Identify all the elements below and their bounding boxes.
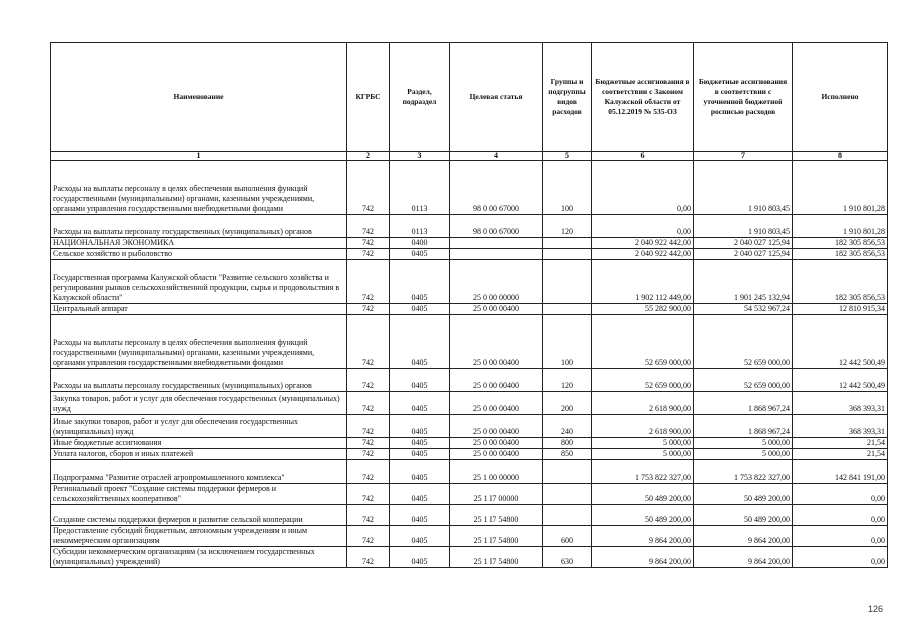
cell-refined: 54 532 967,24 <box>694 304 793 315</box>
col-header-executed: Исполнено <box>793 43 888 152</box>
table-row <box>51 304 888 315</box>
cell-name: Расходы на выплаты персоналу государственных (муниципальных) органов <box>51 215 347 238</box>
cell-executed: 142 841 191,00 <box>793 460 888 484</box>
cell-law: 9 864 200,00 <box>592 547 694 568</box>
cell-refined: 5 000,00 <box>694 449 793 460</box>
table-body <box>51 161 888 568</box>
cell-name: Иные закупки товаров, работ и услуг для обеспечения государственных (муниципальных) нужд <box>51 415 347 438</box>
cell-executed: 12 442 500,49 <box>793 315 888 369</box>
cell-refined: 50 489 200,00 <box>694 505 793 526</box>
col-header-target: Целевая статья <box>450 43 543 152</box>
cell-law: 0,00 <box>592 215 694 238</box>
cell-name: Подпрограмма "Развитие отраслей агропромышленного комплекса" <box>51 460 347 484</box>
cell-law: 2 618 900,00 <box>592 392 694 415</box>
column-number: 3 <box>390 152 450 161</box>
column-number: 1 <box>51 152 347 161</box>
cell-executed: 21,54 <box>793 449 888 460</box>
cell-executed: 12 442 500,49 <box>793 369 888 392</box>
cell-executed: 182 305 856,53 <box>793 260 888 304</box>
cell-refined: 1 910 803,45 <box>694 215 793 238</box>
table-row <box>51 215 888 238</box>
cell-executed: 0,00 <box>793 484 888 505</box>
cell-razdel: 0405 <box>390 547 450 568</box>
cell-name: Уплата налогов, сборов и иных платежей <box>51 449 347 460</box>
column-number: 2 <box>347 152 390 161</box>
cell-executed: 0,00 <box>793 505 888 526</box>
cell-kgrbs: 742 <box>347 238 390 249</box>
cell-group <box>543 249 592 260</box>
cell-group <box>543 238 592 249</box>
cell-law: 0,00 <box>592 161 694 215</box>
column-number: 7 <box>694 152 793 161</box>
header-row <box>51 43 888 152</box>
cell-target: 25 1 I7 00000 <box>450 484 543 505</box>
col-header-name: Наименование <box>51 43 347 152</box>
cell-refined: 9 864 200,00 <box>694 526 793 547</box>
col-header-kgrbs: КГРБС <box>347 43 390 152</box>
table-row <box>51 161 888 215</box>
cell-group: 850 <box>543 449 592 460</box>
col-header-law: Бюджетные ассигнования в соответствии с Законом Калужской области от 05.12.2019 № 535-ОЗ <box>592 43 694 152</box>
column-number: 4 <box>450 152 543 161</box>
cell-kgrbs: 742 <box>347 460 390 484</box>
cell-razdel: 0405 <box>390 505 450 526</box>
cell-razdel: 0400 <box>390 238 450 249</box>
cell-kgrbs: 742 <box>347 438 390 449</box>
cell-group: 100 <box>543 161 592 215</box>
cell-razdel: 0405 <box>390 249 450 260</box>
cell-target: 25 0 00 00400 <box>450 449 543 460</box>
cell-law: 5 000,00 <box>592 449 694 460</box>
cell-razdel: 0405 <box>390 392 450 415</box>
cell-razdel: 0405 <box>390 438 450 449</box>
table-row <box>51 484 888 505</box>
cell-target: 25 0 00 00000 <box>450 260 543 304</box>
column-number: 6 <box>592 152 694 161</box>
cell-law: 50 489 200,00 <box>592 505 694 526</box>
cell-executed: 368 393,31 <box>793 415 888 438</box>
cell-group <box>543 260 592 304</box>
cell-name: Расходы на выплаты персоналу в целях обеспечения выполнения функций государственными (муниципальными) органами, казенными учреждениями, органами управления государственными внебюджетными фондами <box>51 161 347 215</box>
cell-target: 98 0 00 67000 <box>450 161 543 215</box>
cell-name: Закупка товаров, работ и услуг для обеспечения государственных (муниципальных) нужд <box>51 392 347 415</box>
cell-kgrbs: 742 <box>347 369 390 392</box>
cell-group <box>543 460 592 484</box>
cell-law: 2 618 900,00 <box>592 415 694 438</box>
cell-razdel: 0405 <box>390 304 450 315</box>
cell-refined: 1 910 803,45 <box>694 161 793 215</box>
cell-law: 52 659 000,00 <box>592 369 694 392</box>
table-row <box>51 438 888 449</box>
cell-refined: 2 040 027 125,94 <box>694 249 793 260</box>
cell-kgrbs: 742 <box>347 484 390 505</box>
cell-executed: 0,00 <box>793 547 888 568</box>
cell-kgrbs: 742 <box>347 449 390 460</box>
cell-refined: 52 659 000,00 <box>694 315 793 369</box>
cell-group: 120 <box>543 215 592 238</box>
cell-kgrbs: 742 <box>347 526 390 547</box>
cell-group: 100 <box>543 315 592 369</box>
cell-refined: 9 864 200,00 <box>694 547 793 568</box>
cell-refined: 1 868 967,24 <box>694 415 793 438</box>
cell-razdel: 0405 <box>390 260 450 304</box>
column-number-row <box>51 152 888 161</box>
cell-group: 630 <box>543 547 592 568</box>
cell-group: 800 <box>543 438 592 449</box>
cell-target: 25 0 00 00400 <box>450 315 543 369</box>
cell-kgrbs: 742 <box>347 215 390 238</box>
cell-refined: 52 659 000,00 <box>694 369 793 392</box>
table-row <box>51 505 888 526</box>
cell-law: 9 864 200,00 <box>592 526 694 547</box>
cell-group: 200 <box>543 392 592 415</box>
cell-target: 25 0 00 00400 <box>450 304 543 315</box>
table-row <box>51 238 888 249</box>
cell-kgrbs: 742 <box>347 505 390 526</box>
cell-target <box>450 249 543 260</box>
cell-target <box>450 238 543 249</box>
col-header-refined: Бюджетные ассигнования в соответствии с уточненной бюджетной росписью расходов <box>694 43 793 152</box>
cell-refined: 50 489 200,00 <box>694 484 793 505</box>
cell-law: 5 000,00 <box>592 438 694 449</box>
cell-razdel: 0113 <box>390 215 450 238</box>
cell-name: Расходы на выплаты персоналу в целях обеспечения выполнения функций государственными (муниципальными) органами, казенными учреждениями, органами управления государственными внебюджетными фондами <box>51 315 347 369</box>
cell-name: Создание системы поддержки фермеров и развитие сельской кооперации <box>51 505 347 526</box>
cell-name: НАЦИОНАЛЬНАЯ ЭКОНОМИКА <box>51 238 347 249</box>
cell-group: 240 <box>543 415 592 438</box>
cell-kgrbs: 742 <box>347 315 390 369</box>
col-header-razdel: Раздел, подраздел <box>390 43 450 152</box>
budget-table <box>50 42 888 568</box>
col-header-group: Группы и подгруппы видов расходов <box>543 43 592 152</box>
cell-razdel: 0113 <box>390 161 450 215</box>
cell-name: Предоставление субсидий бюджетным, автономным учреждениям и иным некоммерческим организациям <box>51 526 347 547</box>
table-row <box>51 415 888 438</box>
cell-group: 600 <box>543 526 592 547</box>
cell-kgrbs: 742 <box>347 547 390 568</box>
cell-executed: 182 305 856,53 <box>793 238 888 249</box>
cell-kgrbs: 742 <box>347 415 390 438</box>
cell-kgrbs: 742 <box>347 304 390 315</box>
table-row <box>51 526 888 547</box>
cell-target: 25 1 I7 54800 <box>450 505 543 526</box>
table-row <box>51 260 888 304</box>
table-row <box>51 392 888 415</box>
column-number: 8 <box>793 152 888 161</box>
cell-group: 120 <box>543 369 592 392</box>
cell-kgrbs: 742 <box>347 260 390 304</box>
cell-name: Иные бюджетные ассигнования <box>51 438 347 449</box>
table-row <box>51 547 888 568</box>
table-row <box>51 315 888 369</box>
cell-name: Расходы на выплаты персоналу государственных (муниципальных) органов <box>51 369 347 392</box>
cell-name: Центральный аппарат <box>51 304 347 315</box>
cell-law: 52 659 000,00 <box>592 315 694 369</box>
cell-executed: 1 910 801,28 <box>793 161 888 215</box>
cell-target: 25 0 00 00400 <box>450 415 543 438</box>
cell-law: 2 040 922 442,00 <box>592 238 694 249</box>
cell-executed: 368 393,31 <box>793 392 888 415</box>
cell-refined: 5 000,00 <box>694 438 793 449</box>
cell-target: 25 0 00 00400 <box>450 369 543 392</box>
cell-name: Субсидии некоммерческим организациям (за исключением государственных (муниципальных) учреждений) <box>51 547 347 568</box>
cell-name: Государственная программа Калужской области "Развитие сельского хозяйства и регулирования рынков сельскохозяйственной продукции, сырья и продовольствия в Калужской области" <box>51 260 347 304</box>
cell-law: 2 040 922 442,00 <box>592 249 694 260</box>
cell-kgrbs: 742 <box>347 161 390 215</box>
cell-target: 25 0 00 00400 <box>450 392 543 415</box>
cell-razdel: 0405 <box>390 369 450 392</box>
cell-razdel: 0405 <box>390 460 450 484</box>
cell-refined: 1 753 822 327,00 <box>694 460 793 484</box>
cell-target: 25 0 00 00400 <box>450 438 543 449</box>
cell-razdel: 0405 <box>390 315 450 369</box>
table-row <box>51 249 888 260</box>
cell-law: 1 902 112 449,00 <box>592 260 694 304</box>
cell-razdel: 0405 <box>390 415 450 438</box>
cell-kgrbs: 742 <box>347 392 390 415</box>
cell-razdel: 0405 <box>390 449 450 460</box>
cell-target: 98 0 00 67000 <box>450 215 543 238</box>
cell-law: 55 282 900,00 <box>592 304 694 315</box>
cell-group <box>543 484 592 505</box>
page-number: 126 <box>867 604 883 614</box>
cell-name: Региональный проект "Создание системы поддержки фермеров и сельскохозяйственных кооперативов" <box>51 484 347 505</box>
cell-law: 50 489 200,00 <box>592 484 694 505</box>
cell-group <box>543 304 592 315</box>
cell-kgrbs: 742 <box>347 249 390 260</box>
column-number: 5 <box>543 152 592 161</box>
cell-executed: 182 305 856,53 <box>793 249 888 260</box>
table-row <box>51 460 888 484</box>
table-row <box>51 449 888 460</box>
cell-razdel: 0405 <box>390 484 450 505</box>
cell-target: 25 1 I7 54800 <box>450 526 543 547</box>
cell-razdel: 0405 <box>390 526 450 547</box>
cell-executed: 12 810 915,34 <box>793 304 888 315</box>
table-row <box>51 369 888 392</box>
cell-target: 25 1 I7 54800 <box>450 547 543 568</box>
cell-name: Сельское хозяйство и рыболовство <box>51 249 347 260</box>
cell-refined: 1 868 967,24 <box>694 392 793 415</box>
cell-law: 1 753 822 327,00 <box>592 460 694 484</box>
cell-executed: 21,54 <box>793 438 888 449</box>
cell-refined: 2 040 027 125,94 <box>694 238 793 249</box>
cell-executed: 0,00 <box>793 526 888 547</box>
cell-executed: 1 910 801,28 <box>793 215 888 238</box>
cell-group <box>543 505 592 526</box>
cell-target: 25 1 00 00000 <box>450 460 543 484</box>
cell-refined: 1 901 245 132,94 <box>694 260 793 304</box>
